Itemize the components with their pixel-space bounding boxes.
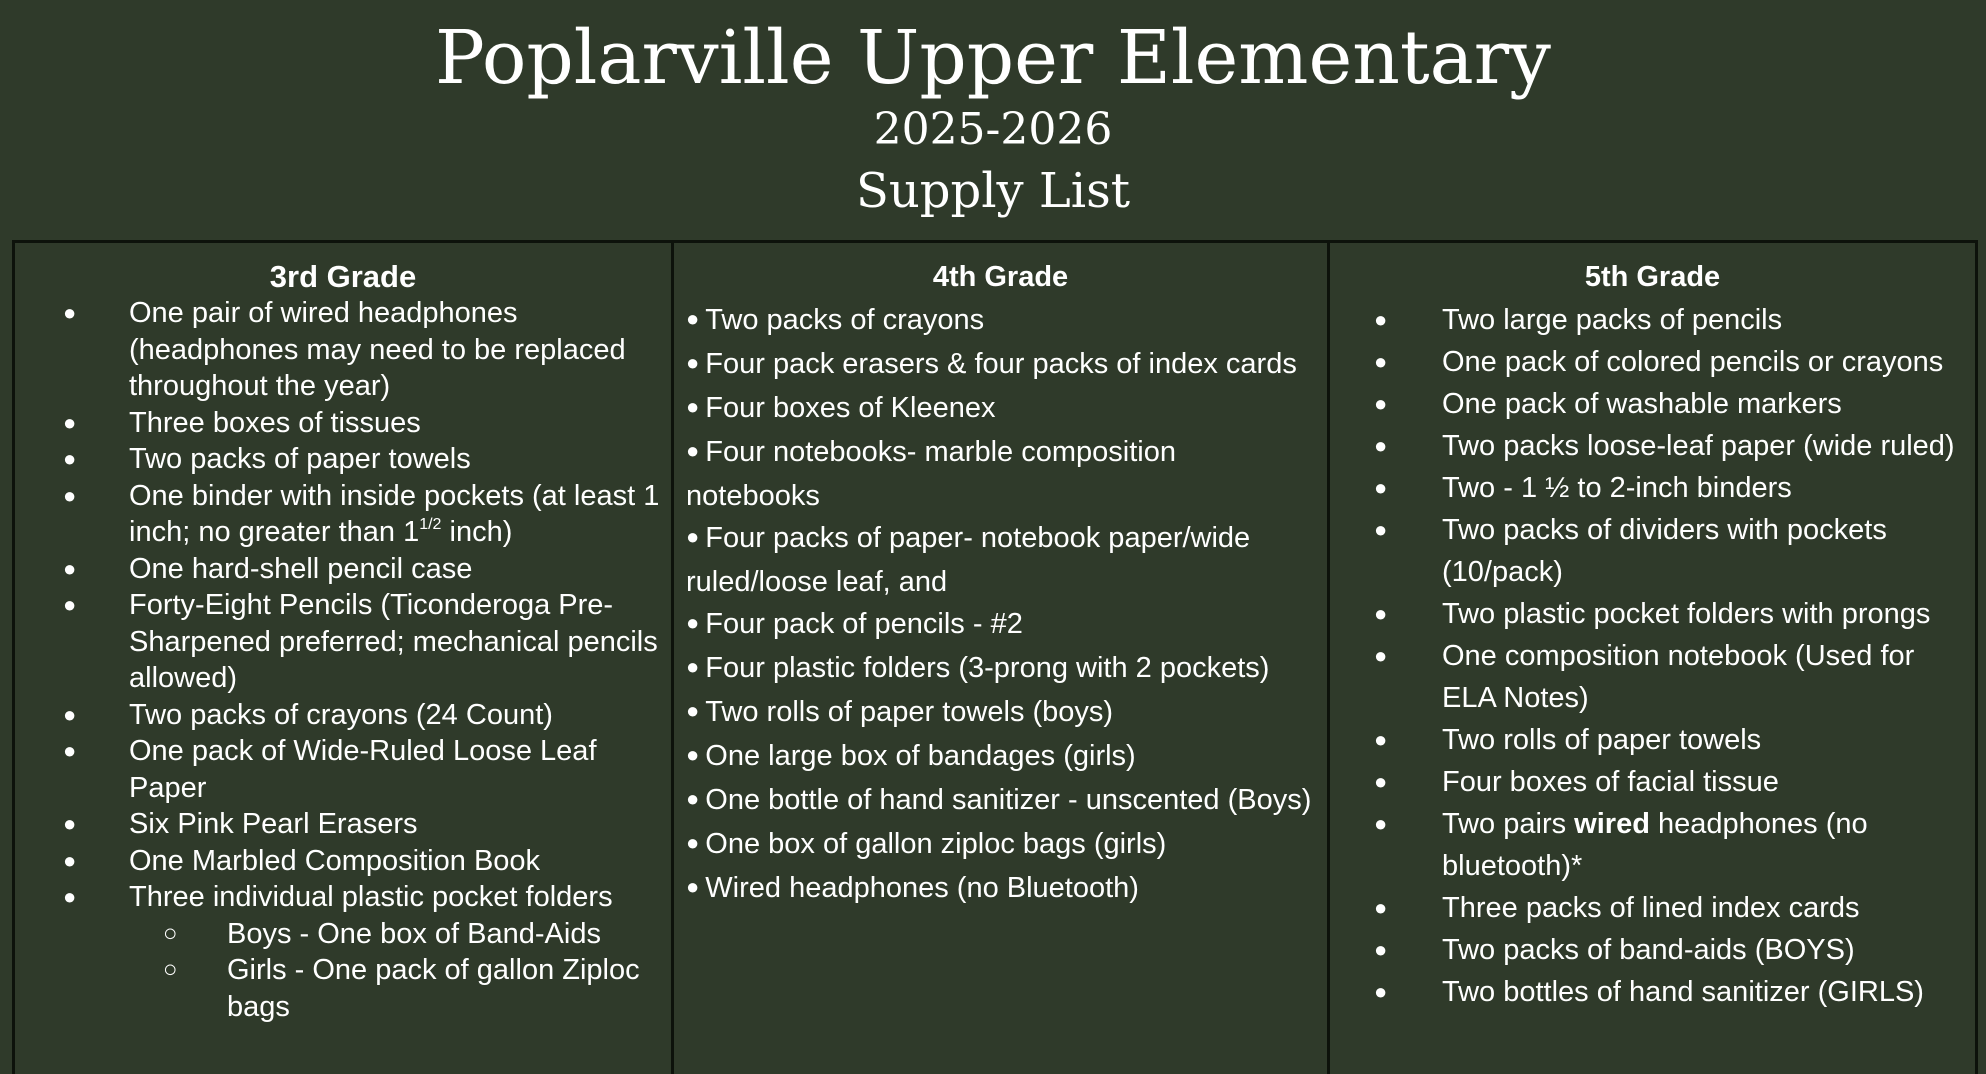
bullet-icon: ● <box>63 811 77 836</box>
bullet-icon: ● <box>63 884 77 909</box>
list-item: ● Two large packs of pencils <box>1330 299 1975 341</box>
bullet-icon: ● <box>686 610 700 635</box>
grade5-heading: 5th Grade <box>1584 261 1721 293</box>
circle-bullet-icon: ○ <box>163 956 178 983</box>
bullet-icon: ● <box>686 698 700 723</box>
page-title: Poplarville Upper Elementary <box>435 15 1551 101</box>
bullet-icon: ● <box>1374 517 1388 542</box>
list-item: ● One box of gallon ziploc bags (girls) <box>686 828 1167 860</box>
grade5-list <box>1330 299 1975 1013</box>
bullet-icon: ● <box>1374 433 1388 458</box>
list-item: ● Three boxes of tissues <box>15 405 671 442</box>
list-item: ● Two rolls of paper towels <box>1330 719 1975 761</box>
list-item: ● One pack of Wide-Ruled Loose Leaf Paper <box>63 735 597 804</box>
bullet-icon: ● <box>63 701 77 727</box>
list-item: ● Four pack erasers & four packs of index cards <box>686 348 1297 380</box>
list-item: ● Two packs of crayons <box>686 304 985 336</box>
bullet-icon: ● <box>686 394 700 419</box>
list-item: ● One large box of bandages (girls) <box>686 740 1136 772</box>
bullet-icon: ● <box>63 482 77 508</box>
grade3-column <box>15 243 671 1074</box>
bullet-icon: ● <box>1374 895 1388 920</box>
bullet-icon: ● <box>1374 307 1388 332</box>
emphasis-wired: wired <box>1574 808 1650 840</box>
list-item: ● Four boxes of Kleenex <box>686 392 996 424</box>
list-item: ● One pair of wired headphones (headphones may need to be replaced throughout the year) <box>63 297 626 402</box>
list-item: ● Two packs of dividers with pockets (10/pack) <box>1330 509 1975 593</box>
school-year: 2025-2026 <box>873 104 1113 155</box>
list-item: ● Four pack of pencils - #2 <box>686 608 1023 640</box>
bullet-icon: ● <box>1374 769 1388 794</box>
bullet-icon: ● <box>63 300 77 325</box>
list-item: ● Two rolls of paper towels (boys) <box>686 696 1114 728</box>
list-item: ● One Marbled Composition Book <box>15 843 671 880</box>
list-item: ● Four plastic folders (3-prong with 2 pockets) <box>686 652 1270 684</box>
bullet-icon: ● <box>63 592 77 617</box>
grade4-list <box>674 299 1327 911</box>
bullet-icon: ● <box>1374 601 1388 626</box>
list-item: ● Two - 1 ½ to 2-inch binders <box>1330 467 1975 509</box>
circle-bullet-icon: ○ <box>163 919 178 947</box>
grade3-sublist <box>129 916 661 1026</box>
bullet-icon: ● <box>1374 643 1388 668</box>
list-item: ● Forty-Eight Pencils (Ticonderoga Pre-Sharpened preferred; mechanical pencils allowed) <box>63 589 658 694</box>
list-item: ● Two packs of crayons (24 Count) <box>15 697 671 734</box>
bullet-icon: ● <box>63 847 77 873</box>
list-item: ● Four packs of paper- notebook paper/wide ruled/loose leaf, and <box>686 522 1251 598</box>
list-item: ● One bottle of hand sanitizer - unscented (Boys) <box>686 784 1312 816</box>
page-subtitle: Supply List <box>855 163 1131 219</box>
list-item: ● Two pairs wired headphones (no bluetooth)* <box>1330 803 1975 887</box>
list-item: ● Two bottles of hand sanitizer (GIRLS) <box>1330 971 1975 1013</box>
bullet-icon: ● <box>1374 937 1388 962</box>
grade3-heading: 3rd Grade <box>269 259 417 294</box>
bullet-icon: ● <box>63 446 77 471</box>
bullet-icon: ● <box>1374 811 1388 836</box>
bullet-icon: ● <box>686 438 700 463</box>
list-item: ● One binder with inside pockets (at least 1 inch; no greater than $1^{1/2}$ inch) <box>63 479 660 548</box>
bullet-icon: ● <box>686 654 700 679</box>
list-item: ● Four notebooks- marble composition notebooks <box>686 436 1176 512</box>
bullet-icon: ● <box>686 830 700 855</box>
bullet-icon: ● <box>1374 979 1388 1004</box>
grade5-column <box>1327 243 1975 1074</box>
grade4-heading: 4th Grade <box>932 261 1069 293</box>
grade3-list <box>15 295 671 1025</box>
list-item: ● One pack of washable markers <box>1330 383 1975 425</box>
bullet-icon: ● <box>63 738 77 763</box>
sublist-item: ○ Boys - One box of Band-Aids <box>15 916 661 953</box>
bullet-icon: ● <box>1374 391 1388 416</box>
list-item: ● Two packs loose-leaf paper (wide ruled) <box>1330 425 1975 467</box>
list-item: ● One composition notebook (Used for ELA Notes) <box>1330 635 1975 719</box>
bullet-icon: ● <box>686 306 700 331</box>
bullet-icon: ● <box>63 409 77 435</box>
fraction-superscript: 1/2 <box>419 516 442 533</box>
bullet-icon: ● <box>1374 349 1388 374</box>
supply-table <box>12 240 1978 1074</box>
bullet-icon: ● <box>686 742 700 767</box>
list-item: ● Two plastic pocket folders with prongs <box>1330 593 1975 635</box>
list-item: ● Four boxes of facial tissue <box>1330 761 1975 803</box>
list-item: ● One hard-shell pencil case <box>15 551 671 588</box>
list-item: ● Three individual plastic pocket folders ○ Boys - One box of Band-Aids ○ Girls - One pack of gallon Ziploc bags <box>15 879 671 1025</box>
bullet-icon: ● <box>686 524 700 549</box>
sublist-item: ○ Girls - One pack of gallon Ziploc bags <box>163 954 640 1023</box>
bullet-icon: ● <box>1374 475 1388 500</box>
bullet-icon: ● <box>63 555 77 581</box>
list-item: ● Six Pink Pearl Erasers <box>15 806 671 843</box>
grade4-column <box>671 243 1327 1074</box>
bullet-icon: ● <box>686 874 700 899</box>
bullet-icon: ● <box>686 350 700 375</box>
list-item: ● One pack of colored pencils or crayons <box>1330 341 1975 383</box>
list-item: ● Two packs of paper towels <box>15 441 671 478</box>
list-item: ● Wired headphones (no Bluetooth) <box>686 872 1139 904</box>
list-item: ● Three packs of lined index cards <box>1330 887 1975 929</box>
list-item: ● Two packs of band-aids (BOYS) <box>1330 929 1975 971</box>
bullet-icon: ● <box>1374 727 1388 752</box>
bullet-icon: ● <box>686 786 700 811</box>
